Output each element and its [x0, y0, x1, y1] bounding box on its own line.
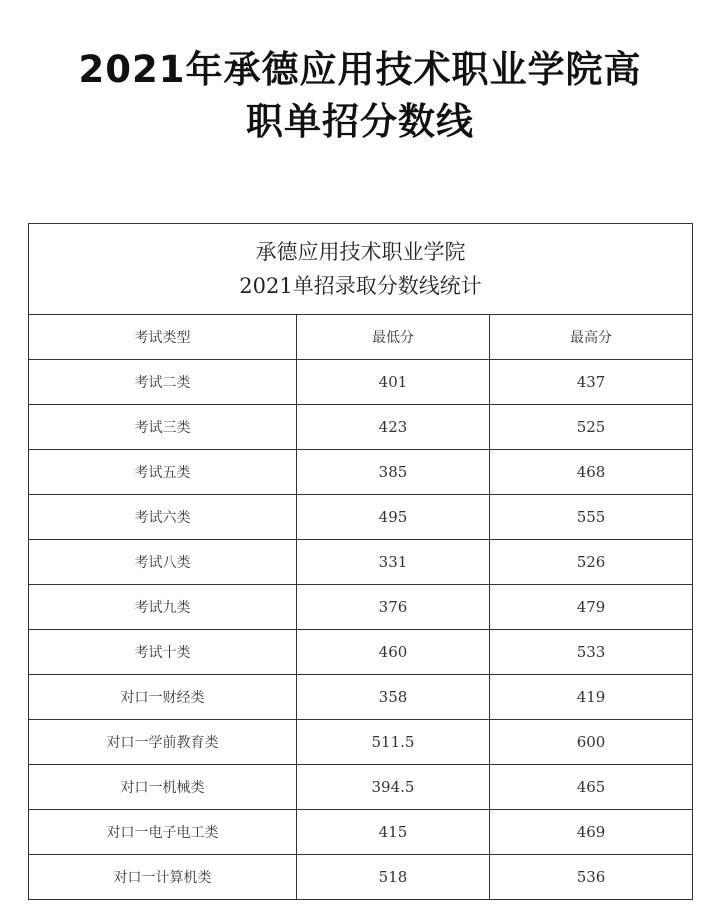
cell-max-score: 536 [490, 855, 693, 900]
cell-exam-type: 对口一财经类 [29, 675, 297, 720]
cell-min-score: 385 [297, 450, 490, 495]
table-row [29, 855, 693, 900]
cell-min-score: 518 [297, 855, 490, 900]
table-row [29, 585, 693, 630]
cell-max-score: 600 [490, 720, 693, 765]
table-row [29, 360, 693, 405]
table-body [29, 360, 693, 900]
table-row [29, 630, 693, 675]
cell-min-score: 423 [297, 405, 490, 450]
cell-exam-type: 考试三类 [29, 405, 297, 450]
table-row [29, 405, 693, 450]
table-caption-line-1: 承德应用技术职业学院 [255, 240, 466, 264]
cell-exam-type: 对口一学前教育类 [29, 720, 297, 765]
table-row [29, 765, 693, 810]
cell-exam-type: 考试十类 [29, 630, 297, 675]
cell-max-score: 533 [490, 630, 693, 675]
cell-max-score: 419 [490, 675, 693, 720]
cell-exam-type: 对口一计算机类 [29, 855, 297, 900]
cell-max-score: 468 [490, 450, 693, 495]
cell-max-score: 469 [490, 810, 693, 855]
cell-max-score: 437 [490, 360, 693, 405]
table-row [29, 450, 693, 495]
cell-exam-type: 考试六类 [29, 495, 297, 540]
cell-min-score: 331 [297, 540, 490, 585]
cell-max-score: 555 [490, 495, 693, 540]
cell-max-score: 465 [490, 765, 693, 810]
cell-exam-type: 考试二类 [29, 360, 297, 405]
page-title-line-2: 职单招分数线 [246, 100, 474, 143]
cell-min-score: 495 [297, 495, 490, 540]
table-caption-row [29, 224, 693, 315]
cell-exam-type: 对口一机械类 [29, 765, 297, 810]
table-row [29, 495, 693, 540]
table-row [29, 810, 693, 855]
cell-min-score: 394.5 [297, 765, 490, 810]
cell-max-score: 526 [490, 540, 693, 585]
table-row [29, 720, 693, 765]
cell-min-score: 460 [297, 630, 490, 675]
cell-min-score: 511.5 [297, 720, 490, 765]
cell-exam-type: 考试五类 [29, 450, 297, 495]
header-exam-type: 考试类型 [29, 315, 297, 360]
page-title-line-1: 2021年承德应用技术职业学院高 [78, 48, 642, 91]
cell-max-score: 479 [490, 585, 693, 630]
table-row [29, 675, 693, 720]
score-table [28, 223, 693, 900]
cell-min-score: 415 [297, 810, 490, 855]
cell-min-score: 376 [297, 585, 490, 630]
table-header-row [29, 315, 693, 360]
header-min-score: 最低分 [297, 315, 490, 360]
cell-exam-type: 考试八类 [29, 540, 297, 585]
cell-min-score: 401 [297, 360, 490, 405]
table-row [29, 540, 693, 585]
cell-exam-type: 对口一电子电工类 [29, 810, 297, 855]
header-max-score: 最高分 [490, 315, 693, 360]
cell-exam-type: 考试九类 [29, 585, 297, 630]
cell-min-score: 358 [297, 675, 490, 720]
cell-max-score: 525 [490, 405, 693, 450]
table-caption [29, 224, 693, 315]
page-title [20, 44, 700, 148]
table-caption-line-2: 2021单招录取分数线统计 [239, 274, 482, 298]
